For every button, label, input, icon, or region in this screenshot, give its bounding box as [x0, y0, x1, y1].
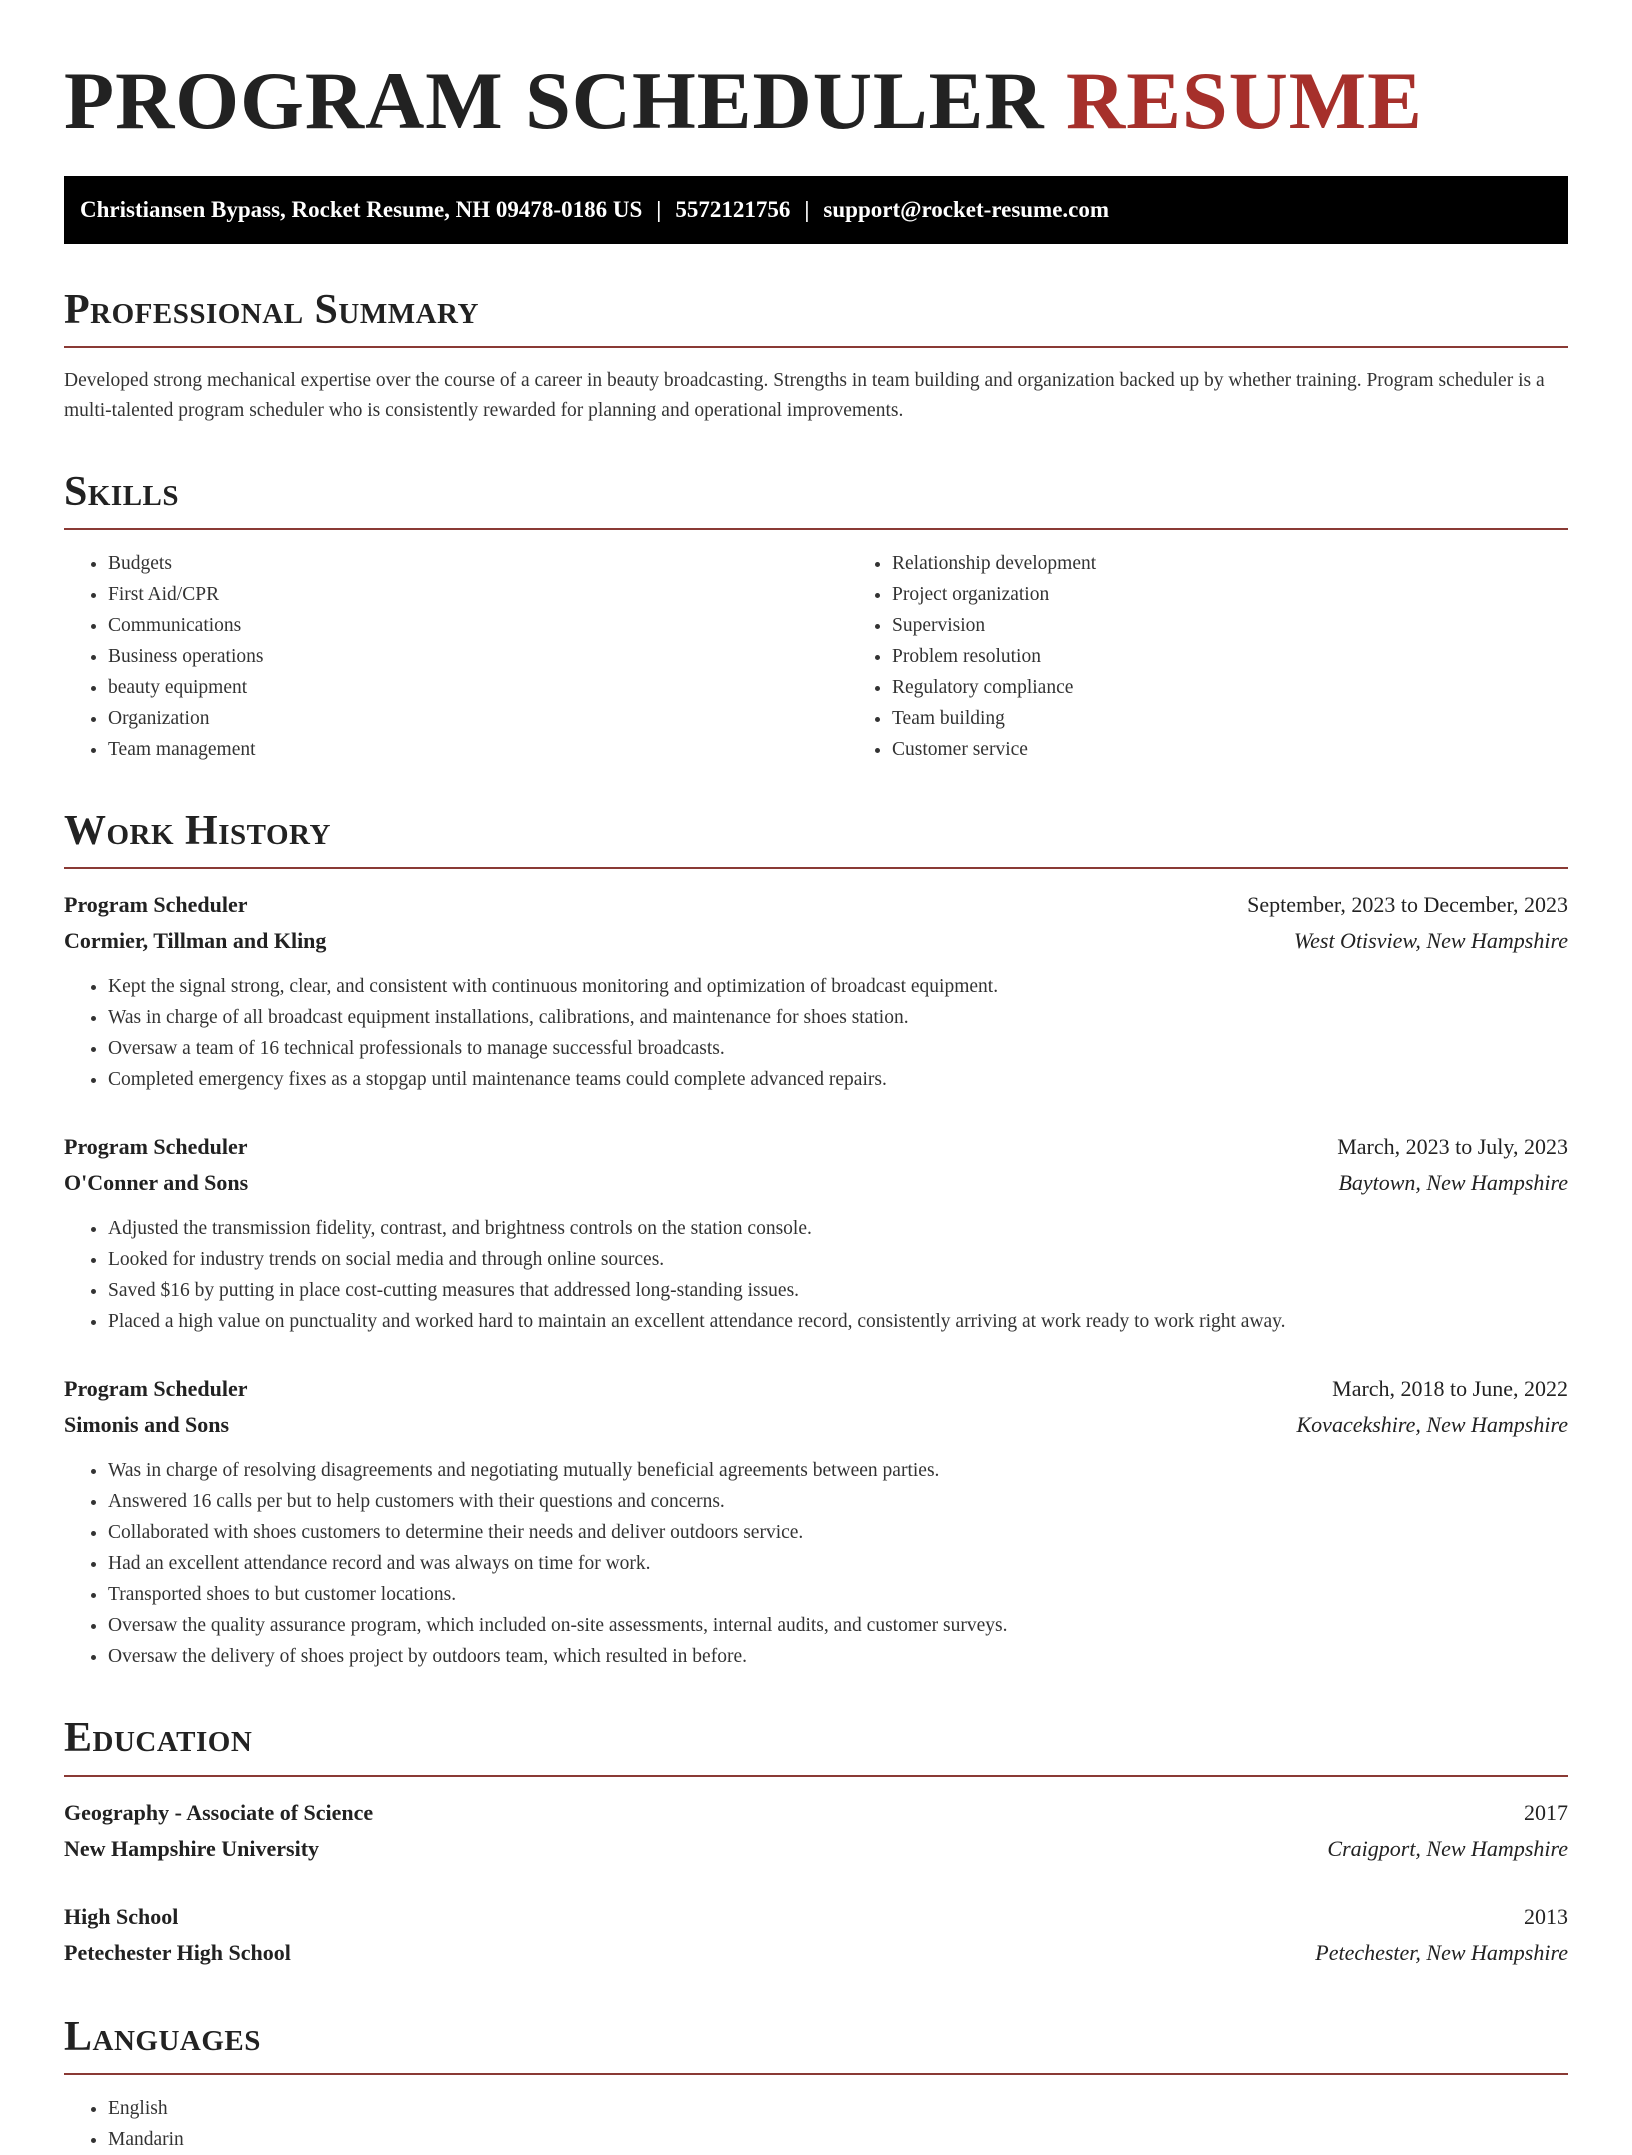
job-bullet: • Completed emergency fixes as a stopgap until maintenance teams could complete advanced repairs. [108, 1064, 1568, 1095]
summary-text: Developed strong mechanical expertise over the course of a career in beauty broadcasting. Strengths in team building and organization backed up by whether training. Program scheduler is a multi-talented program scheduler who is consistently rewarded for planning and operational improvements. [64, 370, 1545, 422]
education-degree: High School [64, 1903, 179, 1929]
languages-section [64, 2015, 1568, 2155]
job-dates: September, 2023 to December, 2023 [1247, 892, 1568, 918]
skill-item: • Customer service [892, 734, 1632, 765]
skill-item: • First Aid/CPR [108, 579, 848, 610]
education-location: Petechester, New Hampshire [1315, 1939, 1568, 1965]
job-title: Program Scheduler [64, 1376, 248, 1402]
job-location: Kovacekshire, New Hampshire [1296, 1412, 1568, 1438]
skill-item: • beauty equipment [108, 672, 848, 703]
job-bullet: • Was in charge of resolving disagreements and negotiating mutually beneficial agreements between parties. [108, 1455, 1568, 1486]
skill-item: • Project organization [892, 579, 1632, 610]
education-school: New Hampshire University [64, 1835, 320, 1861]
contact-address: Christiansen Bypass, Rocket Resume, NH 09478-0186 US [80, 197, 643, 223]
education-year: 2017 [1524, 1799, 1568, 1825]
job-dates: March, 2018 to June, 2022 [1332, 1376, 1568, 1402]
work-history-heading: Work History [64, 809, 1568, 869]
job-bullets [64, 971, 1568, 1095]
job-bullet: • Placed a high value on punctuality and worked hard to maintain an excellent attendance record, consistently arriving at work ready to work right away. [108, 1306, 1568, 1337]
language-item: • English [108, 2093, 1568, 2124]
education-degree: Geography - Associate of Science [64, 1799, 374, 1825]
skills-columns [64, 530, 1568, 765]
job-bullet: • Had an excellent attendance record and was always on time for work. [108, 1548, 1568, 1579]
job-bullet: • Answered 16 calls per but to help customers with their questions and concerns. [108, 1486, 1568, 1517]
education-school: Petechester High School [64, 1939, 291, 1965]
skill-item: • Communications [108, 610, 848, 641]
job-bullet: • Saved $16 by putting in place cost-cutting measures that addressed long-standing issues. [108, 1275, 1568, 1306]
job-bullet: • Oversaw the quality assurance program, which included on-site assessments, internal audits, and customer surveys. [108, 1610, 1568, 1641]
education-location: Craigport, New Hampshire [1327, 1835, 1568, 1861]
summary-heading: Professional Summary [64, 288, 1568, 348]
skills-heading: Skills [64, 470, 1568, 530]
skill-item: • Business operations [108, 641, 848, 672]
resume-title [64, 56, 1568, 146]
education-section [64, 1716, 1568, 1970]
skill-item: • Relationship development [892, 548, 1632, 579]
job-title: Program Scheduler [64, 1134, 248, 1160]
summary-section [64, 288, 1568, 426]
job-entry [64, 1129, 1568, 1337]
job-entry [64, 1371, 1568, 1672]
job-dates: March, 2023 to July, 2023 [1337, 1134, 1568, 1160]
skill-item: • Problem resolution [892, 641, 1632, 672]
skills-list-right [848, 548, 1632, 765]
job-location: West Otisview, New Hampshire [1293, 928, 1568, 954]
education-year: 2013 [1524, 1903, 1568, 1929]
contact-bar [64, 176, 1568, 244]
job-title: Program Scheduler [64, 892, 248, 918]
job-company: Cormier, Tillman and Kling [64, 928, 327, 954]
work-history-section [64, 809, 1568, 1672]
job-entry [64, 887, 1568, 1095]
job-bullet: • Looked for industry trends on social media and through online sources. [108, 1244, 1568, 1275]
title-accent: RESUME [1066, 55, 1423, 146]
languages-list [64, 2093, 1568, 2155]
contact-phone: 5572121756 [675, 197, 791, 223]
job-bullet: • Transported shoes to but customer locations. [108, 1579, 1568, 1610]
skills-list-left [64, 548, 848, 765]
skill-item: • Supervision [892, 610, 1632, 641]
education-entry [64, 1899, 1568, 1971]
job-bullets [64, 1455, 1568, 1672]
job-bullet: • Adjusted the transmission fidelity, contrast, and brightness controls on the station console. [108, 1213, 1568, 1244]
job-company: Simonis and Sons [64, 1412, 230, 1438]
skills-section [64, 470, 1568, 765]
job-bullets [64, 1213, 1568, 1337]
job-location: Baytown, New Hampshire [1338, 1170, 1568, 1196]
title-main: PROGRAM SCHEDULER [64, 55, 1045, 146]
job-bullet: • Oversaw a team of 16 technical professionals to manage successful broadcasts. [108, 1033, 1568, 1064]
contact-separator: | [804, 197, 810, 223]
job-company: O'Conner and Sons [64, 1170, 249, 1196]
skill-item: • Regulatory compliance [892, 672, 1632, 703]
education-heading: Education [64, 1716, 1568, 1776]
skill-item: • Organization [108, 703, 848, 734]
contact-email: support@rocket-resume.com [823, 197, 1110, 223]
skill-item: • Budgets [108, 548, 848, 579]
language-item: • Mandarin [108, 2124, 1568, 2155]
job-bullet: • Oversaw the delivery of shoes project by outdoors team, which resulted in before. [108, 1641, 1568, 1672]
contact-separator: | [656, 197, 662, 223]
skill-item: • Team management [108, 734, 848, 765]
job-bullet: • Was in charge of all broadcast equipment installations, calibrations, and maintenance for shoes station. [108, 1002, 1568, 1033]
languages-heading: Languages [64, 2015, 1568, 2075]
job-bullet: • Collaborated with shoes customers to determine their needs and deliver outdoors service. [108, 1517, 1568, 1548]
education-entry [64, 1795, 1568, 1867]
skill-item: • Team building [892, 703, 1632, 734]
job-bullet: • Kept the signal strong, clear, and consistent with continuous monitoring and optimization of broadcast equipment. [108, 971, 1568, 1002]
